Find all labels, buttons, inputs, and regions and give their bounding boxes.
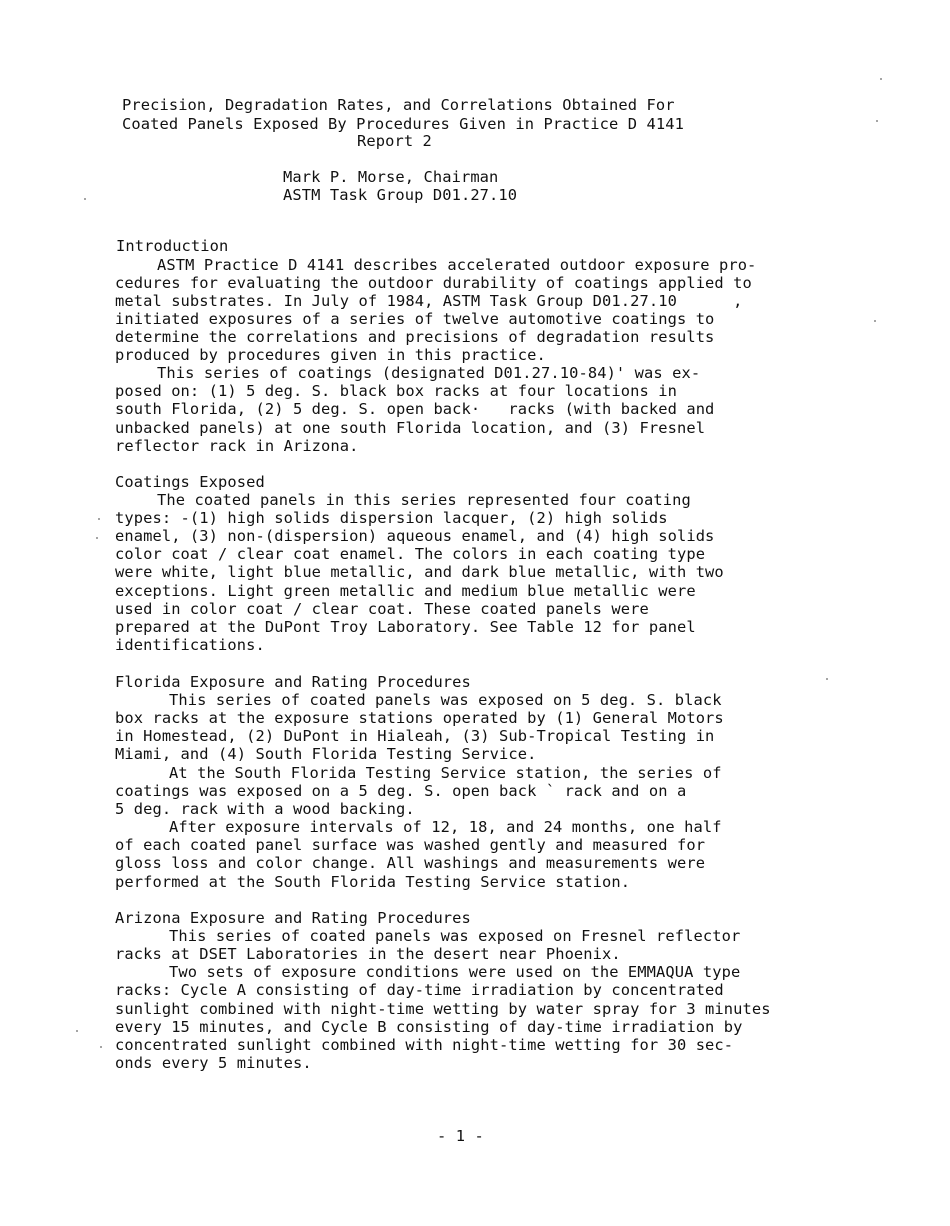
coatings-line: identifications. [115, 636, 265, 654]
florida-line: At the South Florida Testing Service station, the series of [169, 764, 722, 782]
scan-speck [100, 1046, 102, 1048]
arizona-line: Two sets of exposure conditions were used on the EMMAQUA type [169, 963, 741, 981]
introduction-line: metal substrates. In July of 1984, ASTM Task Group D01.27.10 , [115, 292, 743, 310]
arizona-line: concentrated sunlight combined with night-time wetting for 30 sec- [115, 1036, 734, 1054]
scan-speck [874, 320, 876, 322]
scan-speck [76, 1030, 78, 1032]
author-line-2: ASTM Task Group D01.27.10 [283, 186, 518, 204]
arizona-line: racks at DSET Laboratories in the desert near Phoenix. [115, 945, 621, 963]
introduction-line: south Florida, (2) 5 deg. S. open back· racks (with backed and [115, 400, 715, 418]
coatings-line: The coated panels in this series represented four coating [157, 491, 691, 509]
introduction-line: ASTM Practice D 4141 describes accelerated outdoor exposure pro- [157, 256, 757, 274]
coatings-line: enamel, (3) non-(dispersion) aqueous enamel, and (4) high solids [115, 527, 715, 545]
florida-line: coatings was exposed on a 5 deg. S. open back ` rack and on a [115, 782, 687, 800]
arizona-line: This series of coated panels was exposed on Fresnel reflector [169, 927, 741, 945]
scan-speck [98, 518, 100, 520]
section-heading-florida-exposure: Florida Exposure and Rating Procedures [115, 673, 471, 691]
coatings-line: used in color coat / clear coat. These coated panels were [115, 600, 649, 618]
introduction-line: posed on: (1) 5 deg. S. black box racks at four locations in [115, 382, 677, 400]
introduction-line: initiated exposures of a series of twelve automotive coatings to [115, 310, 715, 328]
introduction-line: reflector rack in Arizona. [115, 437, 359, 455]
florida-line: of each coated panel surface was washed gently and measured for [115, 836, 706, 854]
coatings-line: types: -(1) high solids dispersion lacquer, (2) high solids [115, 509, 668, 527]
introduction-line: This series of coatings (designated D01.27.10-84)' was ex- [157, 364, 701, 382]
arizona-line: sunlight combined with night-time wetting by water spray for 3 minutes [115, 1000, 771, 1018]
title-line-1: Precision, Degradation Rates, and Correlations Obtained For [122, 96, 675, 114]
section-heading-coatings-exposed: Coatings Exposed [115, 473, 265, 491]
florida-line: gloss loss and color change. All washings and measurements were [115, 854, 706, 872]
arizona-line: racks: Cycle A consisting of day-time irradiation by concentrated [115, 981, 724, 999]
introduction-line: produced by procedures given in this practice. [115, 346, 546, 364]
florida-line: After exposure intervals of 12, 18, and 24 months, one half [169, 818, 722, 836]
coatings-line: prepared at the DuPont Troy Laboratory. See Table 12 for panel [115, 618, 696, 636]
author-line-1: Mark P. Morse, Chairman [283, 168, 499, 186]
coatings-line: color coat / clear coat enamel. The colors in each coating type [115, 545, 706, 563]
florida-line: This series of coated panels was exposed on 5 deg. S. black [169, 691, 722, 709]
florida-line: performed at the South Florida Testing Service station. [115, 873, 631, 891]
scan-speck [876, 120, 878, 122]
introduction-line: determine the correlations and precisions of degradation results [115, 328, 715, 346]
scan-speck [84, 198, 86, 200]
section-heading-introduction: Introduction [116, 237, 229, 255]
coatings-line: were white, light blue metallic, and dark blue metallic, with two [115, 563, 724, 581]
scan-speck [96, 537, 98, 539]
florida-line: 5 deg. rack with a wood backing. [115, 800, 415, 818]
arizona-line: onds every 5 minutes. [115, 1054, 312, 1072]
title-line-3: Report 2 [357, 132, 432, 150]
introduction-line: cedures for evaluating the outdoor durability of coatings applied to [115, 274, 752, 292]
section-heading-arizona-exposure: Arizona Exposure and Rating Procedures [115, 909, 471, 927]
florida-line: Miami, and (4) South Florida Testing Service. [115, 745, 537, 763]
introduction-line: unbacked panels) at one south Florida location, and (3) Fresnel [115, 419, 706, 437]
title-line-2: Coated Panels Exposed By Procedures Given in Practice D 4141 [122, 115, 684, 133]
arizona-line: every 15 minutes, and Cycle B consisting of day-time irradiation by [115, 1018, 743, 1036]
florida-line: box racks at the exposure stations operated by (1) General Motors [115, 709, 724, 727]
coatings-line: exceptions. Light green metallic and medium blue metallic were [115, 582, 696, 600]
page-number: - 1 - [437, 1127, 484, 1145]
florida-line: in Homestead, (2) DuPont in Hialeah, (3) Sub-Tropical Testing in [115, 727, 715, 745]
scan-speck [880, 78, 882, 80]
scan-speck [826, 678, 828, 680]
